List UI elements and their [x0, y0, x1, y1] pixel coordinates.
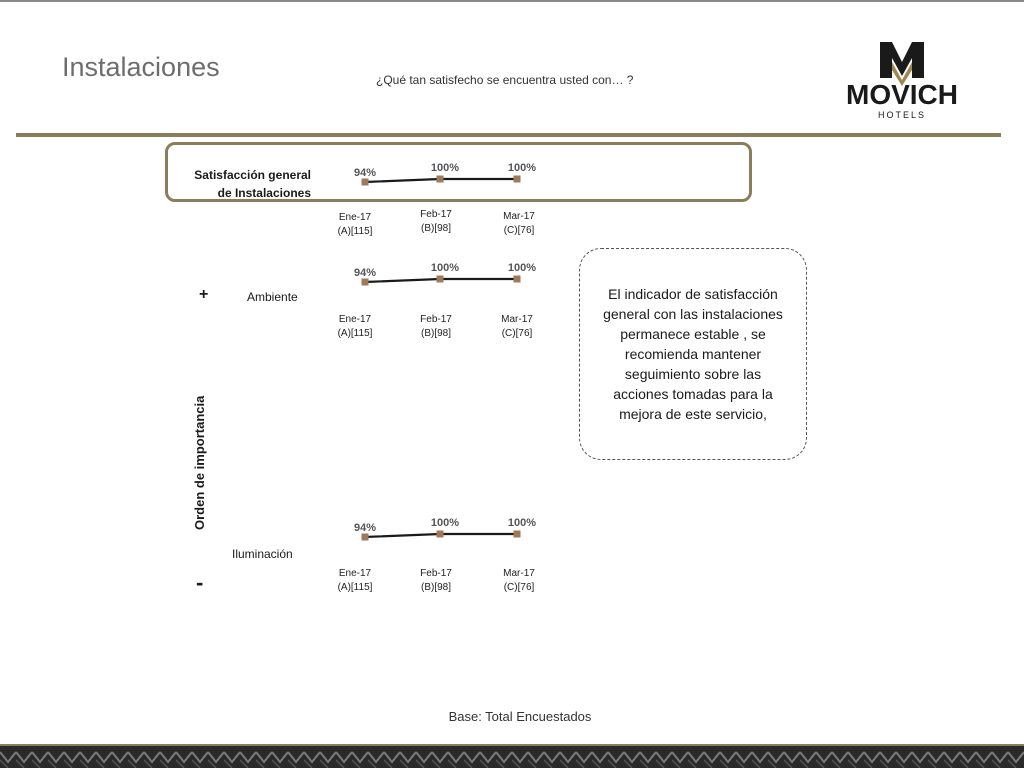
tick-base: (A)[115] — [337, 582, 373, 593]
header-divider — [16, 133, 1001, 137]
comment-text: El indicador de satisfacción general con las instalaciones permanece estable , se recomienda mantener seguimiento sobre las acciones tomadas para la mejora de este servicio, — [603, 286, 783, 422]
tick-period: Ene-17 — [338, 314, 372, 325]
data-point-ene-17 — [362, 179, 369, 186]
tick-general-ene — [320, 211, 390, 239]
logo-mark-left — [880, 42, 902, 78]
data-point-ene-17 — [362, 279, 369, 286]
logo-text: MOVICH — [846, 79, 958, 110]
tick-base: (C)[76] — [503, 582, 535, 593]
movich-logo — [812, 36, 992, 124]
data-label-mar-17: 100% — [507, 162, 537, 174]
tick-base: (C)[76] — [503, 225, 535, 236]
tick-iluminacion-ene — [320, 567, 390, 595]
row-label-general-line2: de Instalaciones — [217, 186, 311, 200]
data-point-mar-17 — [514, 176, 521, 183]
top-border — [0, 0, 1024, 2]
tick-ambiente-mar — [482, 313, 552, 341]
data-label-feb-17: 100% — [430, 162, 460, 174]
importance-axis-label: Orden de importancia — [192, 395, 207, 530]
data-point-mar-17 — [514, 531, 521, 538]
page-title: Instalaciones — [62, 52, 220, 82]
data-point-feb-17 — [437, 176, 444, 183]
tick-period: Feb-17 — [420, 209, 452, 220]
data-label-ene-17: 94% — [353, 522, 377, 534]
data-label-feb-17: 100% — [430, 262, 460, 274]
tick-base: (A)[115] — [337, 328, 373, 339]
data-label-ene-17: 94% — [353, 267, 377, 279]
row-label-iluminacion: Iluminación — [232, 547, 293, 561]
tick-base: (B)[98] — [420, 328, 451, 339]
row-label-general-line1: Satisfacción general — [194, 168, 311, 182]
tick-period: Ene-17 — [338, 568, 372, 579]
data-point-mar-17 — [514, 276, 521, 283]
importance-minus: - — [196, 570, 204, 595]
tick-base: (C)[76] — [501, 328, 533, 339]
tick-ambiente-ene — [320, 313, 390, 341]
tick-period: Feb-17 — [420, 314, 452, 325]
data-point-feb-17 — [437, 276, 444, 283]
tick-base: (B)[98] — [420, 582, 451, 593]
logo-mark-right — [902, 42, 924, 78]
data-point-feb-17 — [437, 531, 444, 538]
data-point-ene-17 — [362, 534, 369, 541]
row-label-ambiente: Ambiente — [247, 290, 298, 304]
data-label-ene-17: 94% — [353, 167, 377, 179]
tick-general-mar — [484, 210, 554, 238]
tick-period: Mar-17 — [501, 314, 533, 325]
tick-base: (B)[98] — [420, 223, 451, 234]
tick-period: Mar-17 — [503, 211, 535, 222]
importance-plus: + — [199, 286, 209, 303]
data-label-mar-17: 100% — [507, 262, 537, 274]
logo-subtext: HOTELS — [877, 110, 927, 120]
tick-period: Mar-17 — [503, 568, 535, 579]
tick-iluminacion-mar — [484, 567, 554, 595]
tick-period: Ene-17 — [338, 212, 372, 223]
data-label-mar-17: 100% — [507, 517, 537, 529]
chart-ambiente — [330, 258, 560, 298]
row-label-general — [180, 166, 311, 202]
comment-box — [579, 248, 807, 460]
page-subtitle: ¿Qué tan satisfecho se encuentra usted con… ? — [376, 73, 634, 87]
chart-general — [330, 158, 560, 198]
tick-general-feb — [401, 208, 471, 236]
chart-iluminacion — [330, 513, 560, 553]
tick-period: Feb-17 — [420, 568, 452, 579]
tick-base: (A)[115] — [337, 226, 373, 237]
tick-ambiente-feb — [401, 313, 471, 341]
decorative-footer-band — [0, 746, 1024, 768]
footer-base-note: Base: Total Encuestados — [448, 709, 592, 724]
tick-iluminacion-feb — [401, 567, 471, 595]
data-label-feb-17: 100% — [430, 517, 460, 529]
